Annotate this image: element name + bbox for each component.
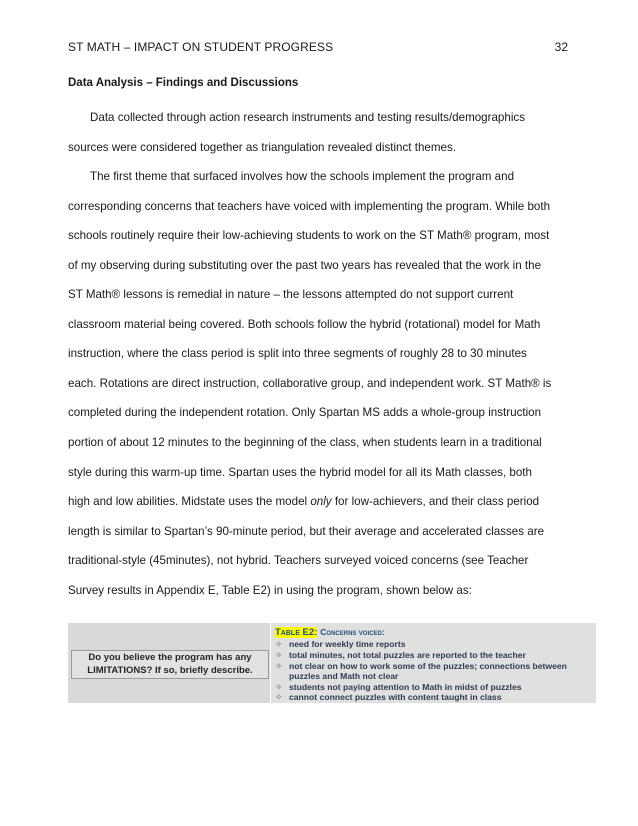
running-header-title: ST MATH – IMPACT ON STUDENT PROGRESS bbox=[68, 40, 334, 54]
table-label: Table E2: bbox=[275, 627, 318, 638]
text-line: ST Math® lessons is remedial in nature – the lessons attempted do not support current bbox=[68, 288, 514, 302]
table-caption bbox=[275, 626, 385, 638]
text-line: classroom material being covered. Both schools follow the hybrid (rotational) model for Math bbox=[68, 317, 541, 331]
page-number: 32 bbox=[554, 40, 568, 54]
question-cell bbox=[68, 623, 270, 703]
text-line: instruction, where the class period is split into three segments of roughly 28 to 30 minutes bbox=[68, 347, 527, 361]
text-line: style during this warm-up time. Spartan uses the hybrid model for all its Math classes, both bbox=[68, 465, 532, 479]
list-item bbox=[275, 661, 589, 681]
text-line: sources were considered together as triangulation revealed distinct themes. bbox=[68, 140, 456, 154]
sparkle-bullet-icon: ✧ bbox=[275, 692, 283, 702]
text-line: corresponding concerns that teachers have voiced with implementing the program. While both bbox=[68, 199, 551, 213]
list-item bbox=[275, 682, 589, 692]
list-item bbox=[275, 650, 589, 660]
text-segment: high and low abilities. Midstate uses the model bbox=[68, 495, 311, 509]
question-line: LIMITATIONS? If so, briefly describe. bbox=[87, 665, 253, 676]
question-line: Do you believe the program has any bbox=[88, 652, 252, 663]
text-line-emphasis bbox=[68, 487, 570, 517]
running-header bbox=[68, 40, 568, 56]
emphasized-word: only bbox=[310, 495, 332, 509]
text-line: length is similar to Spartan’s 90-minute period, but their average and accelerated classes are bbox=[68, 524, 545, 538]
table-subtitle: Concerns voiced: bbox=[320, 627, 385, 637]
text-line: Data collected through action research instruments and testing results/demographics bbox=[90, 111, 525, 124]
list-item-text: students not paying attention to Math in midst of puzzles bbox=[289, 682, 522, 692]
survey-table bbox=[68, 623, 596, 703]
sparkle-bullet-icon: ✧ bbox=[275, 639, 283, 649]
list-item bbox=[275, 692, 589, 702]
text-line: traditional-style (45minutes), not hybrid. Teachers surveyed voiced concerns (see Teacher bbox=[68, 554, 529, 568]
sparkle-bullet-icon: ✧ bbox=[275, 661, 283, 671]
text-line: each. Rotations are direct instruction, collaborative group, and independent work. ST Math® is bbox=[68, 376, 552, 390]
text-line: schools routinely require their low-achieving students to work on the ST Math® program, most bbox=[68, 229, 550, 243]
text-line: portion of about 12 minutes to the beginning of the class, when students learn in a traditional bbox=[68, 436, 542, 450]
section-heading: Data Analysis – Findings and Discussions bbox=[68, 77, 299, 89]
list-item bbox=[275, 639, 589, 649]
list-item-text: need for weekly time reports bbox=[289, 639, 406, 649]
responses-cell bbox=[271, 623, 596, 703]
sparkle-bullet-icon: ✧ bbox=[275, 682, 283, 692]
text-line: Survey results in Appendix E, Table E2) in using the program, shown below as: bbox=[68, 583, 472, 597]
text-line: The first theme that surfaced involves how the schools implement the program and bbox=[90, 170, 515, 184]
text-line: of my observing during substituting over the past two years has revealed that the work in the bbox=[68, 258, 542, 272]
survey-question bbox=[71, 650, 269, 679]
sparkle-bullet-icon: ✧ bbox=[275, 650, 283, 660]
body-text bbox=[68, 103, 570, 605]
list-item-text: cannot connect puzzles with content taught in class bbox=[289, 692, 502, 702]
list-item-text: not clear on how to work some of the puzzles; connections between puzzles and Math not clear bbox=[289, 661, 567, 682]
text-segment: for low-achievers, and their class period bbox=[331, 495, 540, 509]
list-item-text: total minutes, not total puzzles are reported to the teacher bbox=[289, 650, 526, 660]
text-line: completed during the independent rotation. Only Spartan MS adds a whole-group instruction bbox=[68, 406, 542, 420]
